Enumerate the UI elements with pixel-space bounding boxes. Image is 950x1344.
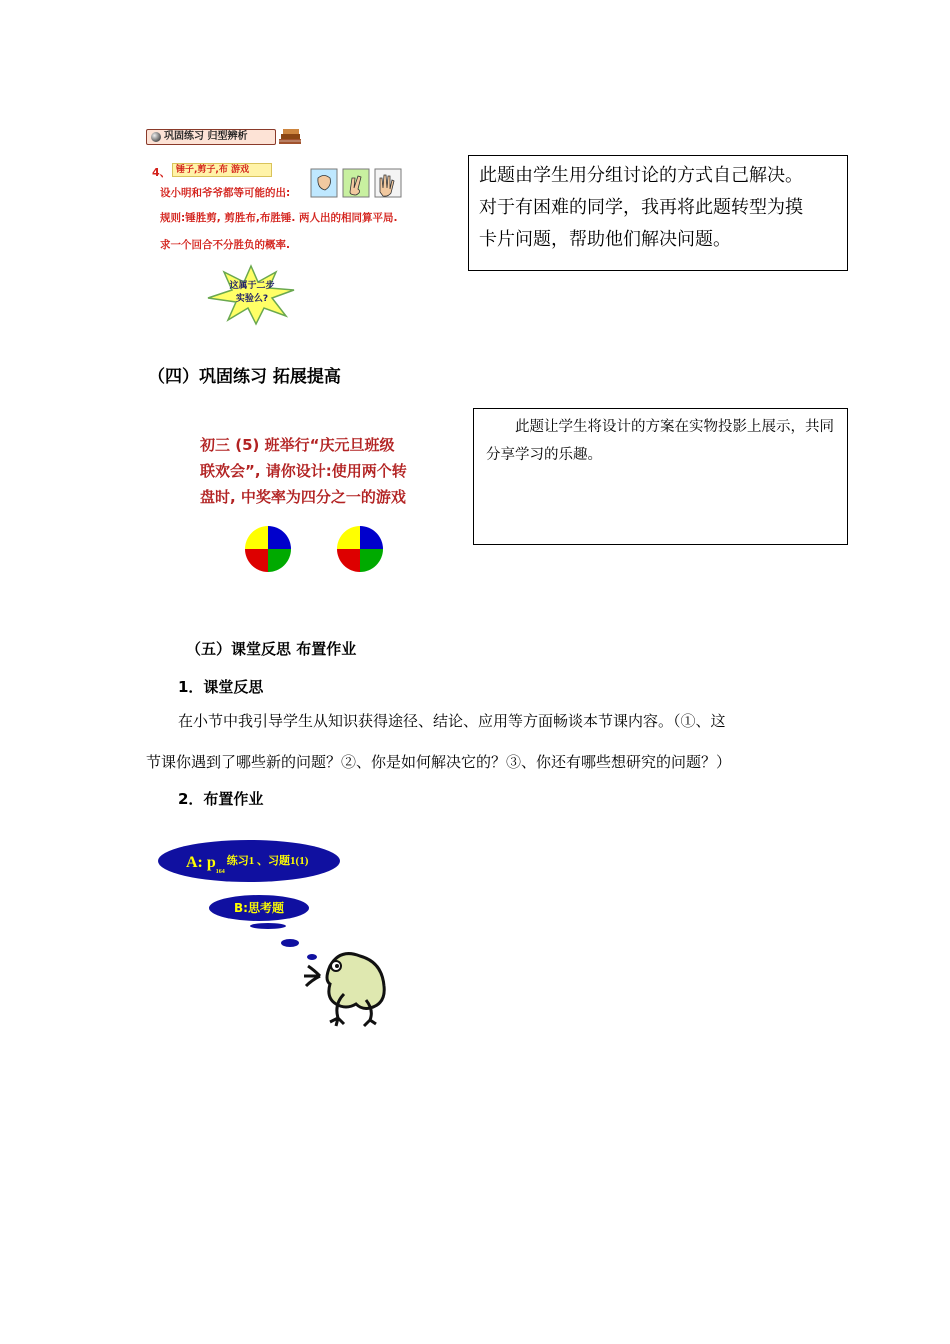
homework-a-label xyxy=(186,852,308,875)
books-icon xyxy=(278,128,302,146)
sphere-icon xyxy=(151,132,161,142)
problem-line: 初三 (5) 班举行“庆元旦班级 xyxy=(200,436,395,454)
question-line: 设小明和爷爷都等可能的出: xyxy=(160,187,291,199)
teaching-note-box: 此题让学生将设计的方案在实物投影上展示，共同分享学习的乐趣。 xyxy=(473,408,848,545)
homework-b-label: B:思考题 xyxy=(234,901,284,915)
subheading: 2．布置作业 xyxy=(178,790,264,808)
note-line: 卡片问题，帮助他们解决问题。 xyxy=(479,229,731,250)
question-tag: 锤子,剪子,布 游戏 xyxy=(172,163,272,177)
question-number: 4、 xyxy=(152,166,171,179)
starburst-label: 这属于二步实验么? xyxy=(229,281,275,304)
homework-a-page: 164 xyxy=(215,869,225,875)
frog-icon xyxy=(300,944,390,1028)
note-line: 此题由学生用分组讨论的方式自己解决。 xyxy=(479,165,803,186)
section-heading: （五）课堂反思 布置作业 xyxy=(186,640,357,658)
subheading: 1．课堂反思 xyxy=(178,678,264,696)
spinner-wheel-icon xyxy=(244,525,292,573)
problem-line: 盘时, 中奖率为四分之一的游戏 xyxy=(200,488,406,506)
note-line: 对于有困难的同学，我再将此题转型为摸 xyxy=(479,197,803,218)
rock-paper-scissors-icon xyxy=(310,168,402,198)
problem-line: 联欢会”, 请你设计:使用两个转 xyxy=(200,462,407,480)
teaching-note-box xyxy=(468,155,848,271)
question-line: 规则:锤胜剪, 剪胜布,布胜锤. 两人出的相同算平局. xyxy=(160,212,398,224)
section-heading: （四）巩固练习 拓展提高 xyxy=(148,367,341,387)
slide-header xyxy=(146,129,276,145)
homework-a-text: 练习1 、习题1(1) xyxy=(226,855,309,867)
slide2-problem xyxy=(200,432,462,510)
slide-header-label: 巩固练习 归型辨析 xyxy=(164,131,248,142)
spinner-wheel-icon xyxy=(336,525,384,573)
paragraph-text: 节课你遇到了哪些新的问题？②、你是如何解决它的？③、你还有哪些想研究的问题？） xyxy=(146,753,732,771)
question-line: 求一个回合不分胜负的概率. xyxy=(160,239,290,251)
paragraph-text: 在小节中我引导学生从知识获得途径、结论、应用等方面畅谈本节课内容。（①、这 xyxy=(178,712,726,730)
homework-a-prefix: A: p xyxy=(186,854,216,871)
